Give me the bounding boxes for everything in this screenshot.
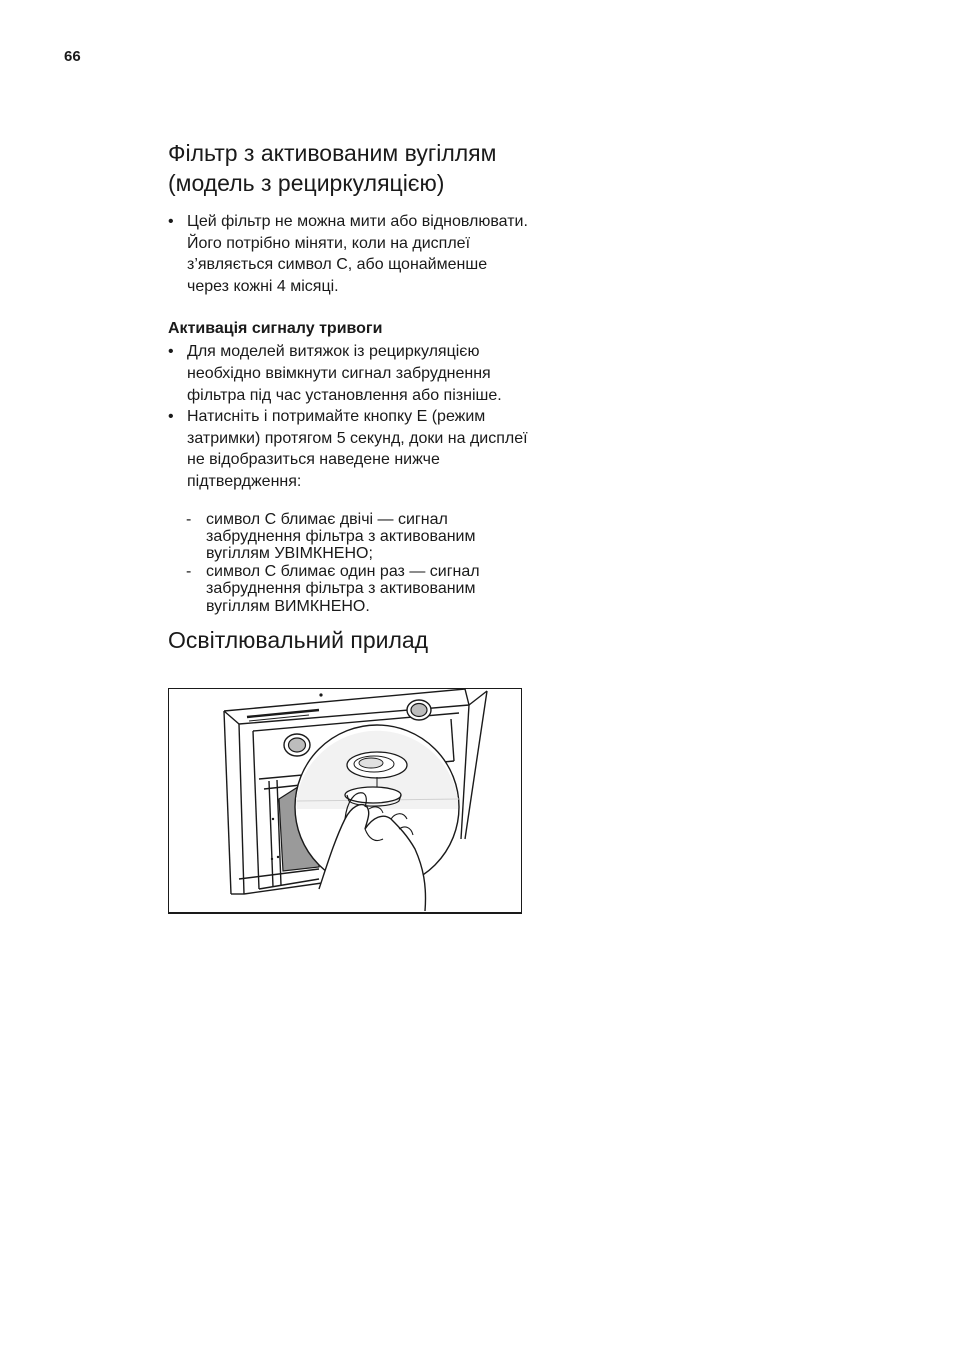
filter-heading — [168, 138, 528, 198]
list-item-text: Цей фільтр не можна мити або відновлювати. Його потрібно міняти, коли на дисплеї з’являється символ C, або щонайменше через кожні 4 місяці. — [187, 213, 528, 295]
list-item-text: символ C блимає один раз — сигнал забруднення фільтра з активованим вугіллям ВИМКНЕНО. — [206, 562, 480, 615]
dash-mark: - — [186, 562, 192, 580]
dash-mark: - — [186, 510, 192, 528]
list-item-text: Для моделей витяжок із рециркуляцією необхідно ввімкнути сигнал забруднення фільтра під час установлення або пізніше. — [187, 343, 502, 404]
bullet-mark: • — [168, 213, 174, 230]
list-item-text: символ C блимає двічі — сигнал забруднення фільтра з активованим вугіллям УВІМКНЕНО; — [206, 510, 476, 563]
hood-lamp-replacement-illustration-icon — [169, 689, 521, 912]
list-item — [168, 211, 528, 297]
filter-bullet-list — [168, 211, 528, 297]
lamp-replacement-figure — [168, 688, 522, 914]
filter-heading-line-2: (модель з рециркуляцією) — [168, 170, 445, 196]
list-item — [168, 511, 528, 563]
confirmation-dash-list — [168, 511, 528, 615]
page-number: 66 — [64, 48, 81, 65]
bullet-mark: • — [168, 343, 174, 361]
list-item-text: Натисніть і потримайте кнопку E (режим затримки) протягом 5 секунд, доки на дисплеї не відобразиться наведене нижче підтвердження: — [187, 408, 528, 490]
alarm-bullet-list — [168, 341, 528, 492]
list-item — [168, 341, 528, 406]
filter-heading-line-1: Фільтр з активованим вугіллям — [168, 140, 497, 166]
light-heading: Освітлювальний прилад — [168, 626, 429, 653]
bullet-mark: • — [168, 408, 174, 426]
list-item — [168, 563, 528, 615]
content-column — [168, 138, 528, 655]
list-item — [168, 406, 528, 492]
alarm-subheading: Активація сигналу тривоги — [168, 320, 383, 338]
